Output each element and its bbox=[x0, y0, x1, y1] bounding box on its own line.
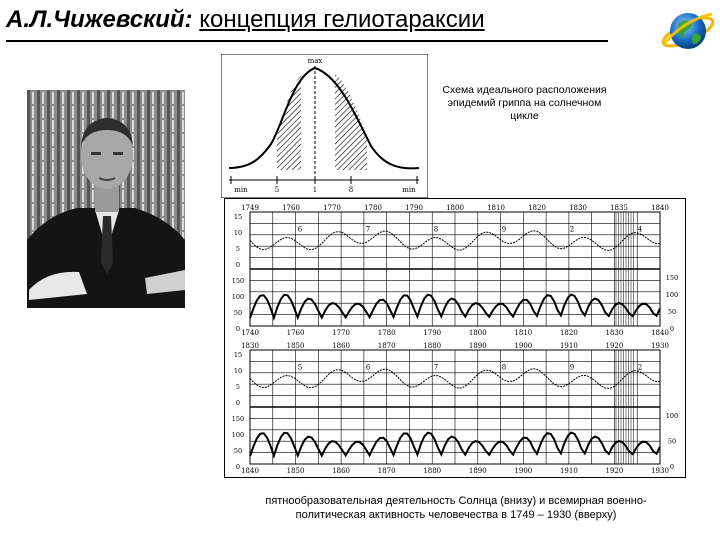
lower-panel-curve-number: 2 bbox=[637, 363, 643, 372]
upper-panel-year-bottom: 1780 bbox=[377, 329, 396, 337]
title-author: А.Л.Чижевский: bbox=[6, 6, 193, 33]
lower-panel-year-top: 1870 bbox=[377, 342, 396, 350]
page-title bbox=[6, 6, 485, 34]
lower-panel-year-bottom: 1930 bbox=[651, 467, 669, 475]
bottom-caption: пятнообразовательная деятельность Солнца (внизу) и всемирная военно-политическая активность человечества в 1749 – 1930 (вверху) bbox=[265, 495, 647, 521]
lower-panel-left-tick: 150 bbox=[231, 415, 245, 423]
lower-panel-left-tick: 50 bbox=[233, 447, 243, 455]
lower-panel-year-bottom: 1880 bbox=[423, 467, 442, 475]
upper-panel-curve-number: 8 bbox=[433, 225, 439, 234]
upper-panel-right-tick: 150 bbox=[665, 274, 679, 282]
upper-panel-year-top: 1770 bbox=[323, 204, 341, 212]
lower-panel-year-top: 1830 bbox=[241, 342, 259, 350]
lower-panel-year-bottom: 1840 bbox=[241, 467, 259, 475]
upper-panel-year-top: 1835 bbox=[610, 204, 628, 212]
upper-panel-year-top: 1830 bbox=[569, 204, 587, 212]
lower-panel-left-tick: 100 bbox=[231, 431, 245, 439]
upper-panel-year-top: 1760 bbox=[282, 204, 300, 212]
upper-panel-right-tick: 50 bbox=[667, 308, 677, 316]
lower-panel-year-top: 1860 bbox=[332, 342, 351, 350]
bell-axis-label: 8 bbox=[348, 186, 354, 194]
upper-panel-year-top: 1820 bbox=[528, 204, 546, 212]
lower-panel-year-bottom: 1870 bbox=[377, 467, 396, 475]
lower-panel-curve-number: 5 bbox=[297, 363, 303, 372]
upper-panel-left-tick: 0 bbox=[235, 261, 241, 269]
upper-panel-left-tick: 150 bbox=[231, 277, 245, 285]
upper-panel-year-bottom: 1770 bbox=[332, 329, 351, 337]
upper-panel-right-tick: 0 bbox=[669, 325, 675, 333]
upper-panel-left-tick: 100 bbox=[231, 293, 245, 301]
lower-panel-year-top: 1850 bbox=[286, 342, 305, 350]
bell-axis-label: min bbox=[402, 186, 416, 194]
lower-panel-year-top: 1880 bbox=[423, 342, 442, 350]
title-underline bbox=[6, 40, 608, 42]
upper-panel-left-tick: 15 bbox=[233, 213, 243, 221]
title-subject: концепция гелиотараксии bbox=[199, 6, 485, 33]
lower-panel-year-bottom: 1920 bbox=[605, 467, 624, 475]
upper-panel-year-bottom: 1840 bbox=[651, 329, 669, 337]
portrait-photo bbox=[27, 90, 185, 308]
upper-panel-right-tick: 100 bbox=[665, 291, 679, 299]
upper-panel-year-bottom: 1790 bbox=[423, 329, 442, 337]
lower-panel-left-tick: 0 bbox=[235, 399, 241, 407]
top-caption: Схема идеального расположения эпидемий гриппа на солнечном цикле bbox=[442, 84, 607, 122]
lower-panel-right-tick: 100 bbox=[665, 412, 679, 420]
upper-panel-year-bottom: 1820 bbox=[559, 329, 578, 337]
lower-panel-year-top: 1920 bbox=[605, 342, 624, 350]
lower-panel-left-tick: 10 bbox=[233, 367, 243, 375]
upper-panel-year-top: 1790 bbox=[405, 204, 423, 212]
lower-panel-left-tick: 0 bbox=[235, 463, 241, 471]
bell-axis-label: 5 bbox=[274, 186, 280, 194]
upper-panel-year-top: 1840 bbox=[651, 204, 669, 212]
lower-panel-left-tick: 15 bbox=[233, 351, 243, 359]
lower-panel-year-bottom: 1860 bbox=[332, 467, 351, 475]
upper-panel-left-tick: 50 bbox=[233, 309, 243, 317]
lower-panel-left-tick: 5 bbox=[235, 383, 241, 391]
upper-panel-curve-number: 4 bbox=[637, 225, 643, 234]
lower-panel-curve-number: 7 bbox=[433, 363, 439, 372]
lower-panel-year-top: 1910 bbox=[559, 342, 578, 350]
upper-panel-year-bottom: 1760 bbox=[286, 329, 305, 337]
bell-curve-diagram bbox=[221, 54, 428, 198]
upper-panel-left-tick: 0 bbox=[235, 325, 241, 333]
lower-panel-year-bottom: 1910 bbox=[559, 467, 578, 475]
upper-panel-year-top: 1749 bbox=[241, 204, 259, 212]
upper-panel-left-tick: 10 bbox=[233, 229, 243, 237]
lower-panel-year-top: 1930 bbox=[651, 342, 669, 350]
upper-panel-curve-number: 6 bbox=[297, 225, 303, 234]
lower-panel-curve-number: 8 bbox=[501, 363, 507, 372]
upper-panel-year-bottom: 1810 bbox=[514, 329, 533, 337]
upper-panel-curve-number: 9 bbox=[501, 225, 507, 234]
lower-panel-year-top: 1890 bbox=[468, 342, 487, 350]
upper-panel-curve-number: 2 bbox=[569, 225, 575, 234]
lower-panel-year-bottom: 1900 bbox=[514, 467, 533, 475]
upper-panel-year-bottom: 1800 bbox=[468, 329, 487, 337]
bell-axis-max: max bbox=[307, 57, 323, 65]
upper-panel-year-bottom: 1740 bbox=[241, 329, 259, 337]
lower-panel-year-bottom: 1850 bbox=[286, 467, 305, 475]
upper-panel-curve-number: 7 bbox=[365, 225, 371, 234]
upper-panel-left-tick: 5 bbox=[235, 245, 241, 253]
lower-panel-year-top: 1900 bbox=[514, 342, 533, 350]
upper-panel-year-top: 1800 bbox=[446, 204, 464, 212]
bell-axis-label: 1 bbox=[312, 186, 318, 194]
upper-panel-year-top: 1810 bbox=[487, 204, 505, 212]
bell-axis-label: min bbox=[234, 186, 248, 194]
upper-panel-year-bottom: 1830 bbox=[605, 329, 624, 337]
globe-logo-icon bbox=[658, 4, 716, 58]
lower-panel-curve-number: 6 bbox=[365, 363, 371, 372]
lower-panel-curve-number: 9 bbox=[569, 363, 575, 372]
historical-activity-chart bbox=[224, 198, 686, 478]
upper-panel-year-top: 1780 bbox=[364, 204, 382, 212]
lower-panel-right-tick: 0 bbox=[669, 463, 675, 471]
lower-panel-right-tick: 50 bbox=[667, 437, 677, 446]
lower-panel-year-bottom: 1890 bbox=[468, 467, 487, 475]
